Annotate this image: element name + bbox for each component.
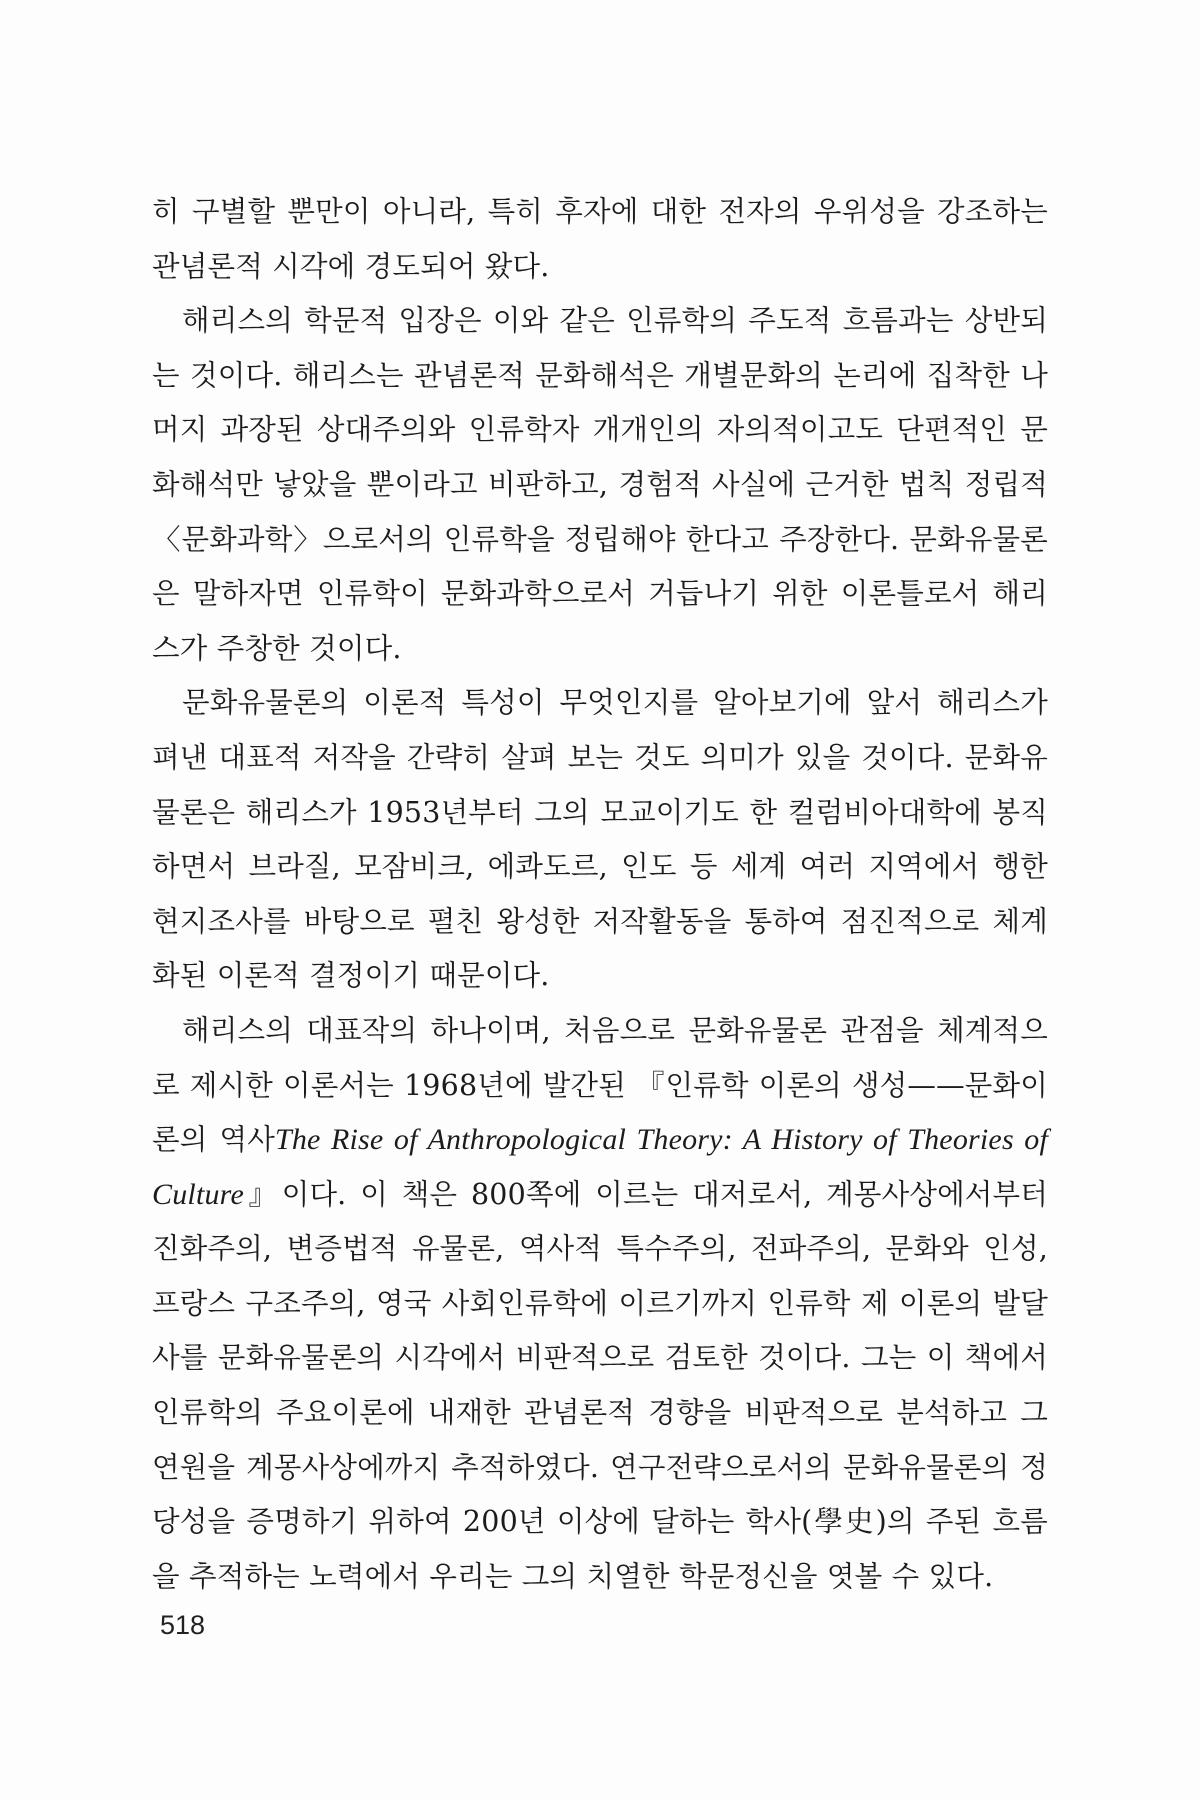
paragraph-1	[152, 185, 1048, 294]
paragraph-4-text-a: 해리스의 대표작의 하나이며, 처음으로 문화유물론 관점을 체계적으로 제시한 이론서는 1968년에 발간된 『인류학 이론의 생성——문화이론의 역사	[152, 1013, 1048, 1157]
paragraph-2	[152, 294, 1048, 676]
paragraph-4	[152, 1004, 1048, 1605]
paragraph-1-text: 히 구별할 뿐만이 아니라, 특히 후자에 대한 전자의 우위성을 강조하는 관념론적 시각에 경도되어 왔다.	[152, 195, 1048, 283]
paragraph-3	[152, 676, 1048, 1004]
paragraph-3-text: 문화유물론의 이론적 특성이 무엇인지를 알아보기에 앞서 해리스가 펴낸 대표적 저작을 간략히 살펴 보는 것도 의미가 있을 것이다. 문화유물론은 해리스가 1953년부터 그의 모교이기도 한 컬럼비아대학에 봉직하면서 브라질, 모잠비크, 에콰도르, 인도 등 세계 여러 지역에서 행한 현지조사를 바탕으로 펼친 왕성한 저작활동을 통하여 점진적으로 체계화된 이론적 결정이기 때문이다.	[152, 686, 1048, 993]
page-number: 518	[160, 1610, 206, 1640]
book-title-english: The Rise of Anthropological Theory: A History of Theories of Culture	[152, 1123, 1048, 1211]
paragraph-2-text: 해리스의 학문적 입장은 이와 같은 인류학의 주도적 흐름과는 상반되는 것이다. 해리스는 관념론적 문화해석은 개별문화의 논리에 집착한 나머지 과장된 상대주의와 인류학자 개개인의 자의적이고도 단편적인 문화해석만 낳았을 뿐이라고 비판하고, 경험적 사실에 근거한 법칙 정립적 〈문화과학〉으로서의 인류학을 정립해야 한다고 주장한다. 문화유물론은 말하자면 인류학이 문화과학으로서 거듭나기 위한 이론틀로서 해리스가 주창한 것이다.	[152, 304, 1048, 665]
body-text	[152, 185, 1048, 1604]
paragraph-4-text-b: 』이다. 이 책은 800쪽에 이르는 대저로서, 계몽사상에서부터 진화주의, 변증법적 유물론, 역사적 특수주의, 전파주의, 문화와 인성, 프랑스 구조주의, 영국 사회인류학에 이르기까지 인류학 제 이론의 발달사를 문화유물론의 시각에서 비판적으로 검토한 것이다. 그는 이 책에서 인류학의 주요이론에 내재한 관념론적 경향을 비판적으로 분석하고 그 연원을 계몽사상에까지 추적하였다. 연구전략으로서의 문화유물론의 정당성을 증명하기 위하여 200년 이상에 달하는 학사(學史)의 주된 흐름을 추적하는 노력에서 우리는 그의 치열한 학문정신을 엿볼 수 있다.	[152, 1177, 1048, 1593]
